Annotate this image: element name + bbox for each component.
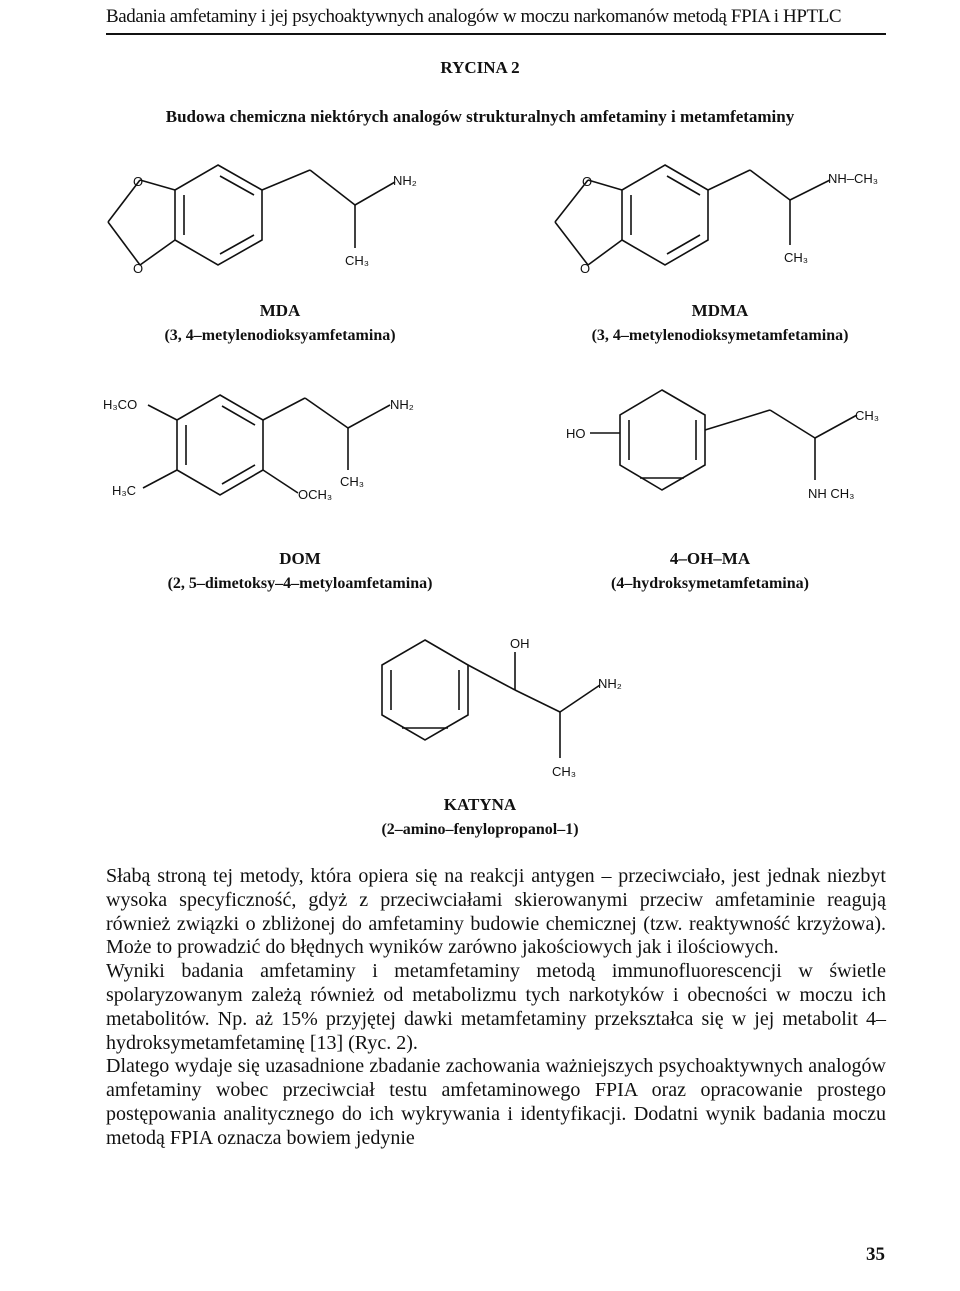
- compound-name-mda: MDA: [259, 301, 301, 320]
- compound-name-4-oh-ma: 4–OH–MA: [669, 549, 751, 568]
- caption-dom: [110, 549, 490, 593]
- paragraph-2: Wyniki badania amfetaminy i metamfetaminy metodą immunofluorescencji w świetle spolaryzowanym zależą również od metabolizmu tych narkotyków i obecności w moczu ich metabolitów. Np. aż 15% przyjętej dawki metamfetaminy przekształca się w jej metabolit 4–hydroksymetamfetaminę [13] (Ryc. 2).: [106, 960, 886, 1054]
- compound-name-mdma: MDMA: [691, 301, 749, 320]
- compound-subtitle-dom: (2, 5–dimetoksy–4–metyloamfetamina): [167, 575, 433, 592]
- compound-subtitle-mda: (3, 4–metylenodioksyamfetamina): [164, 327, 396, 344]
- mdma-o-bottom: O: [580, 261, 591, 276]
- body-text: [106, 865, 886, 1151]
- dom-methoxy-top: H₃CO: [103, 397, 138, 412]
- compound-subtitle-4-oh-ma: (4–hydroksymetamfetamina): [611, 575, 809, 592]
- mda-o-top: O: [133, 174, 144, 189]
- katyna-methyl: CH₃: [552, 764, 577, 779]
- dom-amine: NH₂: [390, 397, 414, 412]
- mda-amine: NH₂: [393, 173, 417, 188]
- caption-katyna: [330, 795, 630, 839]
- katyna-hydroxy: OH: [510, 636, 530, 651]
- running-header: Badania amfetaminy i jej psychoaktywnych analogów w moczu narkomanów metodą FPIA i HPTLC: [106, 6, 842, 27]
- caption-mdma: [525, 301, 915, 345]
- caption-mda: [130, 301, 430, 345]
- katyna-amine: NH₂: [598, 676, 622, 691]
- structure-katyna: [382, 636, 622, 779]
- dom-methoxy-bottom: OCH₃: [298, 487, 333, 502]
- 4-oh-ma-amine: NH CH₃: [808, 486, 855, 501]
- mdma-o-top: O: [582, 174, 593, 189]
- mdma-methyl: CH₃: [784, 250, 809, 265]
- structure-mdma: [555, 165, 878, 276]
- dom-methyl-ring: H₃C: [112, 483, 137, 498]
- dom-methyl: CH₃: [340, 474, 365, 489]
- compound-subtitle-katyna: (2–amino–fenylopropanol–1): [381, 821, 579, 838]
- compound-subtitle-mdma: (3, 4–metylenodioksymetamfetamina): [591, 327, 849, 344]
- structure-mda: [108, 165, 417, 276]
- page-number: 35: [866, 1244, 885, 1265]
- caption-4-oh-ma: [545, 549, 875, 593]
- structure-4-oh-ma: [566, 390, 879, 501]
- compound-name-dom: DOM: [279, 549, 321, 568]
- structure-dom: [103, 395, 414, 502]
- paragraph-1: Słabą stroną tej metody, która opiera się na reakcji antygen – przeciwciało, jest jednak niezbyt wysoka specyficzność, gdyż z przeciwciałami skierowanymi przeciw amfetaminie reagują również związki o zbliżonej do amfetaminy budowie chemicznej (tzw. reaktywność krzyżowa). Może to prowadzić do błędnych wyników zarówno jakościowych jak i ilościowych.: [106, 865, 886, 959]
- compound-name-katyna: KATYNA: [443, 795, 517, 814]
- mdma-amine: NH–CH₃: [828, 171, 879, 186]
- figure-label: RYCINA 2: [440, 58, 520, 77]
- mda-methyl: CH₃: [345, 253, 370, 268]
- 4-oh-ma-hydroxy: HO: [566, 426, 586, 441]
- figure-title: Budowa chemiczna niektórych analogów strukturalnych amfetaminy i metamfetaminy: [165, 107, 795, 126]
- mda-o-bottom: O: [133, 261, 144, 276]
- 4-oh-ma-methyl: CH₃: [855, 408, 880, 423]
- paragraph-3: Dlatego wydaje się uzasadnione zbadanie zachowania ważniejszych psychoaktywnych analogów amfetaminy wobec przeciwciał testu amfetaminowego FPIA oraz opracowanie prostego postępowania analitycznego do ich wykrywania i identyfikacji. Dodatni wynik badania moczu metodą FPIA oznacza bowiem jedynie: [106, 1055, 886, 1149]
